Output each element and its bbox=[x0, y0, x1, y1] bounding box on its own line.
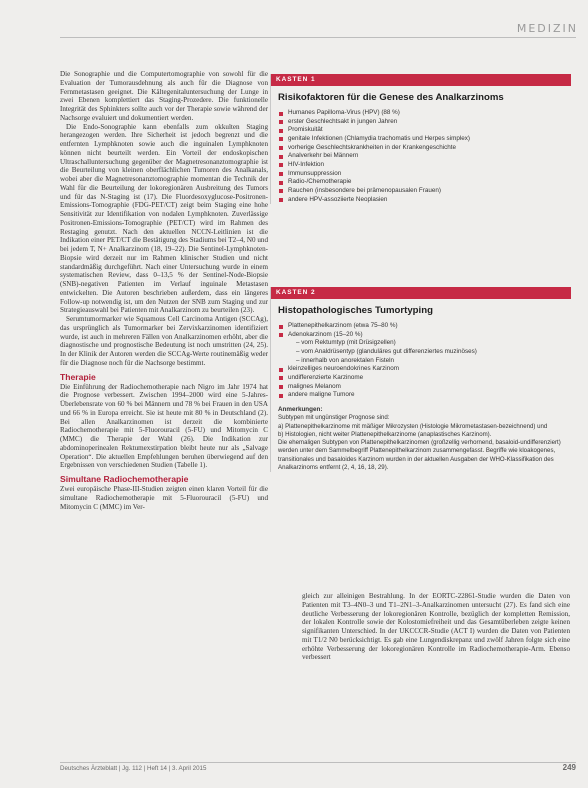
list-item: HIV-Infektion bbox=[278, 161, 571, 170]
body-paragraph: Zwei europäische Phase-III-Studien zeigten einen klaren Vorteil für die simultane Radiochemotherapie mit 5-Fluorouracil (5-FU) und Mitomycin C (MMC) im Ver- bbox=[60, 485, 268, 511]
left-text-column bbox=[60, 70, 268, 511]
list-item: Rauchen (insbesondere bei prämenopausalen Frauen) bbox=[278, 187, 571, 196]
box-title: Histopathologisches Tumortyping bbox=[278, 305, 433, 316]
tumor-type-list bbox=[271, 322, 571, 400]
body-paragraph: Die Einführung der Radiochemotherapie nach Nigro im Jahr 1974 hat die Prognose verbessert. Zwischen 1994–2000 wird eine 5-Jahres-Überlebensrate von 60 % bei Männern und 78 % bei Frauen in den USA und 66 % in Europa erreicht. Sie ist heute mit 80 % in Deutschland (2). Bei allen Analkarzinomen ist derzeit die kombinierte Radiochemotherapie mit 5-Fluorouracil (5-FU) und Mitomycin C (MMC) die Therapie der Wahl (26). Die Indikation zur abdominoperinealen Rektumexstirpation bleibt heute nur als „Salvage Operation“. Die aktuellen Empfehlungen beruhen überwiegend auf den Ergebnissen von verschiedenen Studien (Tabelle 1). bbox=[60, 382, 268, 470]
list-item: kleinzelliges neuroendokrines Karzinom bbox=[278, 365, 571, 374]
notes-heading: Anmerkungen: bbox=[278, 405, 323, 413]
list-item: undifferenzierte Karzinome bbox=[278, 374, 571, 383]
list-item: Humanes Papilloma-Virus (HPV) (88 %) bbox=[278, 109, 571, 118]
heading-simultane-radiochemotherapie: Simultane Radiochemotherapie bbox=[60, 474, 189, 484]
box-tag: KASTEN 1 bbox=[271, 74, 571, 86]
body-paragraph: gleich zur alleinigen Bestrahlung. In der EORTC-22861-Studie wurden die Daten von Patienten mit T3–4N0–3 und T1–2N1–3-Analkarzinomen untersucht (27). Es fand sich eine deutliche Verbesserung der lokoregionären Kontrolle, bezüglich der kompletten Remission, der lokalen Kontrolle sowie der Kolostomiefreiheit und das Gesamtüberleben zeigte keinen signifikanten Unterschied. In der UKCCCR-Studie (ACT I) wurden die Daten von Patienten mit T1/2 N0 berücksichtigt. Es gab eine Lungendiskrepanz und zwölf Jahren folgte sich eine erhöhte Verbesserung der lokoregionären Kontrolle im Radiochemotherapie-Arm. Ebenso verbessert bbox=[302, 592, 570, 662]
list-item: vorherige Geschlechtskrankheiten in der Krankengeschichte bbox=[278, 144, 571, 153]
header-rule bbox=[60, 37, 576, 38]
list-item: andere maligne Tumore bbox=[278, 391, 571, 400]
box-title: Risikofaktoren für die Genese des Analkarzinoms bbox=[278, 92, 504, 103]
risk-factor-list bbox=[271, 109, 571, 204]
list-item: erster Geschlechtsakt in jungen Jahren bbox=[278, 118, 571, 127]
note-line: Subtypen mit ungünstiger Prognose sind: bbox=[278, 414, 390, 422]
box-risk-factors bbox=[270, 74, 571, 204]
note-line: a) Plattenepithelkarzinome mit mäßiger Mikrozysten (Histologie Mikrometastasen-bezeichnend) und bbox=[278, 422, 548, 430]
note-line: Die ehemaligen Subtypen von Plattenepithelkarzinomen (großzellig verhornend, basaloid-undifferenziert) werden unter dem Sammelbegriff Plattenepithelkarzinom zusammengefasst. Begriffe wie kloakogenes, transitionales und basaloides Karzinom wurden in der aktuellen Ausgaben der WHO-Klassifikation des Analkarzinoms entfernt (2, 4, 16, 18, 29). bbox=[278, 439, 561, 471]
list-item: Radio-/Chemotherapie bbox=[278, 178, 571, 187]
list-item: Adenokarzinom (15–20 %) bbox=[278, 331, 571, 340]
box-tag: KASTEN 2 bbox=[271, 287, 571, 299]
list-item: Analverkehr bei Männern bbox=[278, 152, 571, 161]
body-paragraph: Die Sonographie und die Computertomographie von sowohl für die Evaluation der Tumorausdehnung als auch für die Diagnose von Fernmetastasen geeignet. Die Kältegenitaluntersuchung der Lunge in zwei Ebenen komplettiert das Staging-Prozedere. Die funktionelle Integrität des Sphinkters sollte auch vor der Therapie sowie während der Nachsorge evaluiert und dokumentiert werden. bbox=[60, 70, 268, 122]
note-line: b) Histologien, nicht weiter Plattenepithelkarzinome (anaplastisches Karzinom). bbox=[278, 430, 492, 438]
list-subitem: – innerhalb von anorektalen Fisteln bbox=[296, 356, 395, 364]
list-item: Plattenepithelkarzinom (etwa 75–80 %) bbox=[278, 322, 571, 331]
list-item: Promiskuität bbox=[278, 126, 571, 135]
list-item: malignes Melanom bbox=[278, 383, 571, 392]
page-number: 249 bbox=[562, 763, 576, 772]
box-tumor-typing bbox=[270, 287, 571, 472]
body-paragraph: Serumtumormarker wie Squamous Cell Carcinoma Antigen (SCCAg), das ursprünglich als Tumormarker bei Zervixkarzinomen identifiziert wurde, ist auch in mehreren Fällen von Analkarzinomen erhöht, aber die diagnostische und prognostische Bedeutung ist noch umstritten (24, 25). In der Klinik der Autoren werden die SCCAg-Werte routinemäßig weder für die Diagnose noch für die Nachsorge bestimmt. bbox=[60, 315, 268, 367]
body-paragraph: Die Endo-Sonographie kann ebenfalls zum okkulten Staging herangezogen werden. Ihre Sicherheit ist jedoch begrenzt und die entfernten Lymphknoten sowie auch die inguinalen Lymphknoten können nicht beurteilt werden. Ein Vorteil der endoskopischen Ultraschalluntersuchung gegenüber der Magnetresonanztomographie ist die Beurteilung von kleinen oberflächlichen Tumoren des Analkanals, wobei aber die Magnetresonanztomographie momentan die Technik der Wahl für die Beurteilung der lokoregionären Ausbreitung des Tumors und für das N-Staging ist (17). Die Fluordesoxyglucose-Positronen-Emissions-Tomographie (FDG-PET/CT) zeigt beim Staging eine hohe Sensitivität zur Identifikation von nodalen Lymphknoten. Zuverlässige Positronen-Emissions-Tomographie (PET/CT) wird im Rahmen des Restaging genutzt. Nach den aktuellen NCCN-Leitlinien ist die Indikation einer PET/CT die Bestätigung des Stadiums bei T2–4, N0 und bei jedem T, N+ Analkarzinom (18, 19–22). Die Sentinel-Lymphknoten-Biopsie wird derzeit nur im Rahmen klinischer Studien und nicht standardmäßig durchgeführt. Nach einer Untersuchung wurde in einem systematischen Review, dass 0–13,5 % der Sentinel-Node-Biopsie (SNB)-negativen Patienten im Verlauf inguinale Metastasen entwickelten. Die Autoren beschrieben außerdem, dass ein längeres Follow-up notwendig ist, um den Nutzen der SNB zum Staging und zur Strategieauswahl bei Patienten mit Analkarzinom zu beurteilen (23). bbox=[60, 122, 268, 315]
heading-therapie: Therapie bbox=[60, 371, 96, 382]
list-item: andere HPV-assoziierte Neoplasien bbox=[278, 196, 571, 205]
section-label: MEDIZIN bbox=[516, 22, 578, 35]
right-text-column bbox=[302, 592, 570, 662]
list-subitem: – vom Analdrüsentyp (glanduläres gut differenziertes muzinöses) bbox=[296, 347, 477, 355]
list-item: genitale Infektionen (Chlamydia trachomatis und Herpes simplex) bbox=[278, 135, 571, 144]
list-subitem: – vom Rektumtyp (mit Drüsigzellen) bbox=[296, 339, 396, 347]
footer-rule bbox=[60, 762, 576, 763]
box-notes bbox=[278, 406, 563, 472]
list-item: Immunsuppression bbox=[278, 170, 571, 179]
footer-citation: Deutsches Ärzteblatt | Jg. 112 | Heft 14 | 3. April 2015 bbox=[60, 765, 207, 772]
